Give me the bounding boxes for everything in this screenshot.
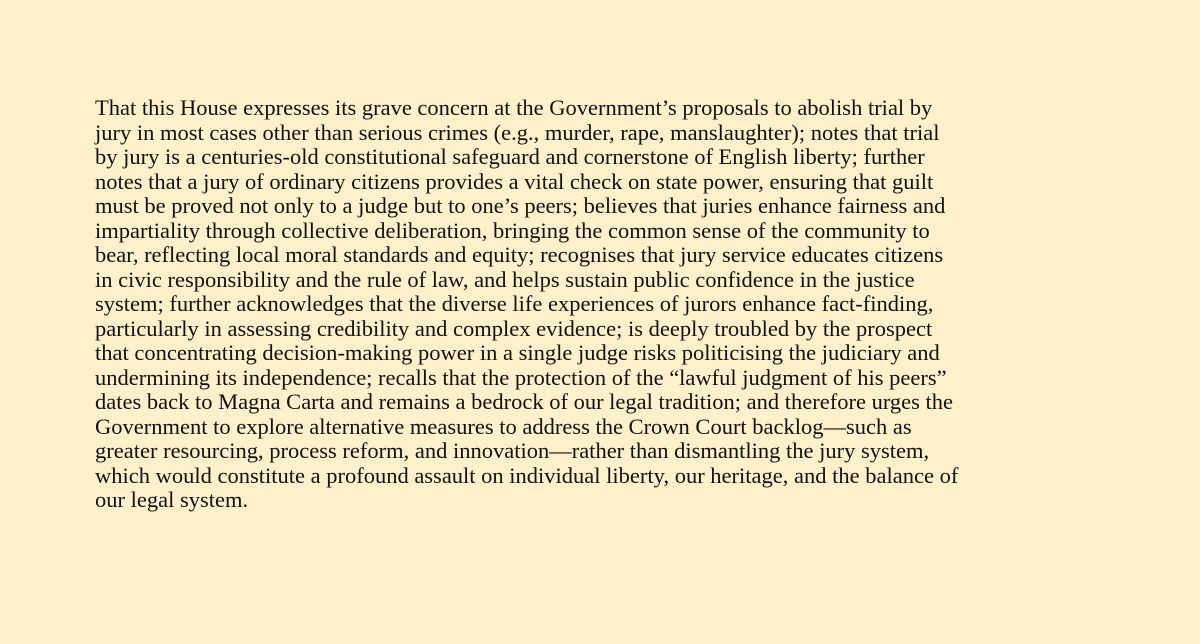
motion-text: That this House expresses its grave concern at the Government’s proposals to abolish trial by jury in most cases other than serious crimes (e.g., murder, rape, manslaughter); notes that trial by jury is a centuries-old constitutional safeguard and cornerstone of English liberty; further notes that a jury of ordinary citizens provides a vital check on state power, ensuring that guilt must be proved not only to a judge but to one’s peers; believes that juries enhance fairness and impartiality through collective deliberation, bringing the common sense of the community to bear, reflecting local moral standards and equity; recognises that jury service educates citizens in civic responsibility and the rule of law, and helps sustain public confidence in the justice system; further acknowledges that the diverse life experiences of jurors enhance fact-finding, particularly in assessing credibility and complex evidence; is deeply troubled by the prospect that concentrating decision-making power in a single judge risks politicising the judiciary and undermining its independence; recalls that the protection of the “lawful judgment of his peers” dates back to Magna Carta and remains a bedrock of our legal tradition; and therefore urges the Government to explore alternative measures to address the Crown Court backlog—such as greater resourcing, process reform, and innovation—rather than dismantling the jury system, which would constitute a profound assault on individual liberty, our heritage, and the balance of our legal system. [95, 95, 959, 512]
